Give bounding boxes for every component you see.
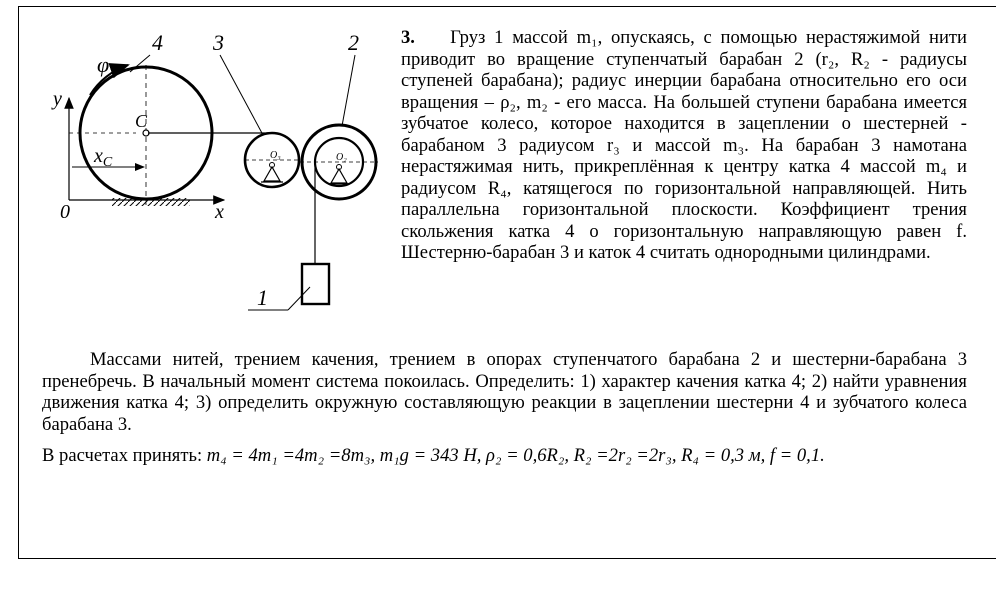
given-data bbox=[42, 445, 967, 467]
given-values: m₄ = 4m₁ =4m₂ =8m₃, m₁g = 343 Н, ρ₂ = 0,6R₂, R₂ =2r₂ =2r₃, R₄ = 0,3 м, f = 0,1. bbox=[206, 445, 825, 466]
o3-label: O₃ bbox=[270, 150, 281, 161]
xc-main: x bbox=[94, 145, 103, 167]
problem-continuation bbox=[42, 349, 967, 435]
label-body-3: 3 bbox=[213, 30, 224, 55]
drum-2-support bbox=[331, 169, 347, 183]
label-body-1: 1 bbox=[257, 285, 268, 310]
phi-label: φ bbox=[97, 52, 110, 77]
center-c-label: C bbox=[135, 111, 148, 131]
label-body-2: 2 bbox=[348, 30, 359, 55]
xc-sub: C bbox=[102, 155, 113, 170]
problem-number: 3. bbox=[401, 27, 415, 48]
problem-text: Груз 1 массой m₁, опускаясь, с помощью нерастяжимой нити приводит во вращение ступенчатый барабан 2 (r₂, R₂ - радиусы ступеней барабана); радиус инерции барабана относительно его оси вращения – ρ₂, m₂ - его масса. На большей ступени барабана имеется зубчатое колесо, которое находится в зацеплении о шестерней - барабаном 3 радиусом r₃ и массой m₃. На барабан 3 намотана нерастяжимая нить, прикреплённая к центру катка 4 массой m₄ и радиусом R₄, катящегося по горизонтальной направляющей. Нить параллельна горизонтальной плоскости. Коэффициент трения скольжения катка 4 о горизонтальную направляющую равен f. Шестерню-барабан 3 и каток 4 считать однородными цилиндрами. bbox=[401, 27, 967, 263]
continuation-text: Массами нитей, трением качения, трением в опорах ступенчатого барабана 2 и шестерни-барабана 3 пренебречь. В начальный момент система покоилась. Определить: 1) характер качения катка 4; 2) найти уравнения движения катка 4; 3) определить окружную составляющую реакции в зацеплении шестерни 4 и зубчатого колеса барабана 3. bbox=[42, 349, 967, 435]
origin-label: 0 bbox=[60, 201, 70, 223]
page-top-border bbox=[18, 0, 996, 7]
x-axis-label: x bbox=[215, 201, 224, 223]
load-1 bbox=[302, 264, 329, 304]
given-label: В расчетах принять: bbox=[42, 445, 203, 466]
drum-3-support bbox=[264, 167, 280, 181]
leader-3 bbox=[220, 55, 263, 135]
o2-label: O₂ bbox=[336, 152, 347, 163]
label-body-4: 4 bbox=[152, 30, 163, 55]
problem-statement bbox=[401, 27, 967, 264]
page-left-border bbox=[18, 6, 19, 558]
leader-2 bbox=[342, 55, 355, 126]
xc-label bbox=[93, 145, 113, 170]
mechanism-diagram bbox=[20, 10, 395, 350]
leader-4 bbox=[130, 55, 150, 72]
page-bottom-border bbox=[18, 558, 996, 559]
y-axis-label: y bbox=[53, 88, 62, 110]
